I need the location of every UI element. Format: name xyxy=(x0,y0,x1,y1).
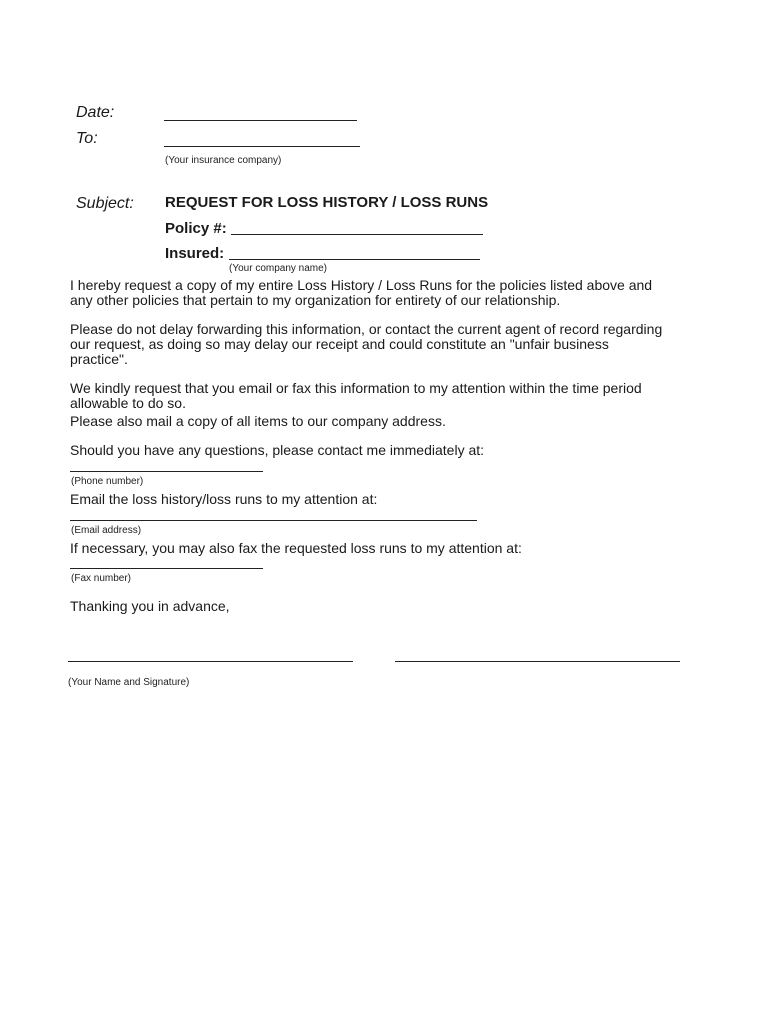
policy-label: Policy #: xyxy=(165,220,227,237)
paragraph-email-fax: We kindly request that you email or fax this information to my attention within the time period allowable to do so. xyxy=(70,380,642,411)
signature-hint: (Your Name and Signature) xyxy=(68,677,190,688)
date-label: Date: xyxy=(76,104,115,121)
paragraph-request: I hereby request a copy of my entire Loss History / Loss Runs for the policies listed above and any other policies that pertain to my organization for entirety of our relationship. xyxy=(70,277,653,308)
paragraph-mail-copy: Please also mail a copy of all items to our company address. xyxy=(70,413,446,429)
policy-line[interactable] xyxy=(231,234,483,235)
insured-line[interactable] xyxy=(229,259,480,260)
phone-line[interactable] xyxy=(70,471,263,472)
date-line[interactable] xyxy=(164,120,357,121)
signature-line-right[interactable] xyxy=(395,661,680,662)
paragraph-no-delay: Please do not delay forwarding this information, or contact the current agent of record regarding our request, as doing so may delay our receipt and could constitute an "unfair business practice". xyxy=(70,321,663,367)
to-hint: (Your insurance company) xyxy=(165,155,282,166)
signature-line-left[interactable] xyxy=(68,661,353,662)
email-prompt: Email the loss history/loss runs to my attention at: xyxy=(70,491,378,507)
email-hint: (Email address) xyxy=(71,525,142,536)
closing-thanks: Thanking you in advance, xyxy=(70,598,230,614)
insured-hint: (Your company name) xyxy=(229,263,328,274)
subject-title: REQUEST FOR LOSS HISTORY / LOSS RUNS xyxy=(165,194,489,211)
phone-hint: (Phone number) xyxy=(71,476,144,487)
email-line[interactable] xyxy=(70,520,477,521)
insured-label: Insured: xyxy=(165,245,225,262)
subject-label: Subject: xyxy=(76,195,134,212)
fax-line[interactable] xyxy=(70,568,263,569)
paragraph-questions: Should you have any questions, please contact me immediately at: xyxy=(70,442,485,458)
to-line[interactable] xyxy=(164,146,360,147)
fax-hint: (Fax number) xyxy=(71,573,132,584)
fax-prompt: If necessary, you may also fax the requested loss runs to my attention at: xyxy=(70,540,522,556)
to-label: To: xyxy=(76,130,98,147)
